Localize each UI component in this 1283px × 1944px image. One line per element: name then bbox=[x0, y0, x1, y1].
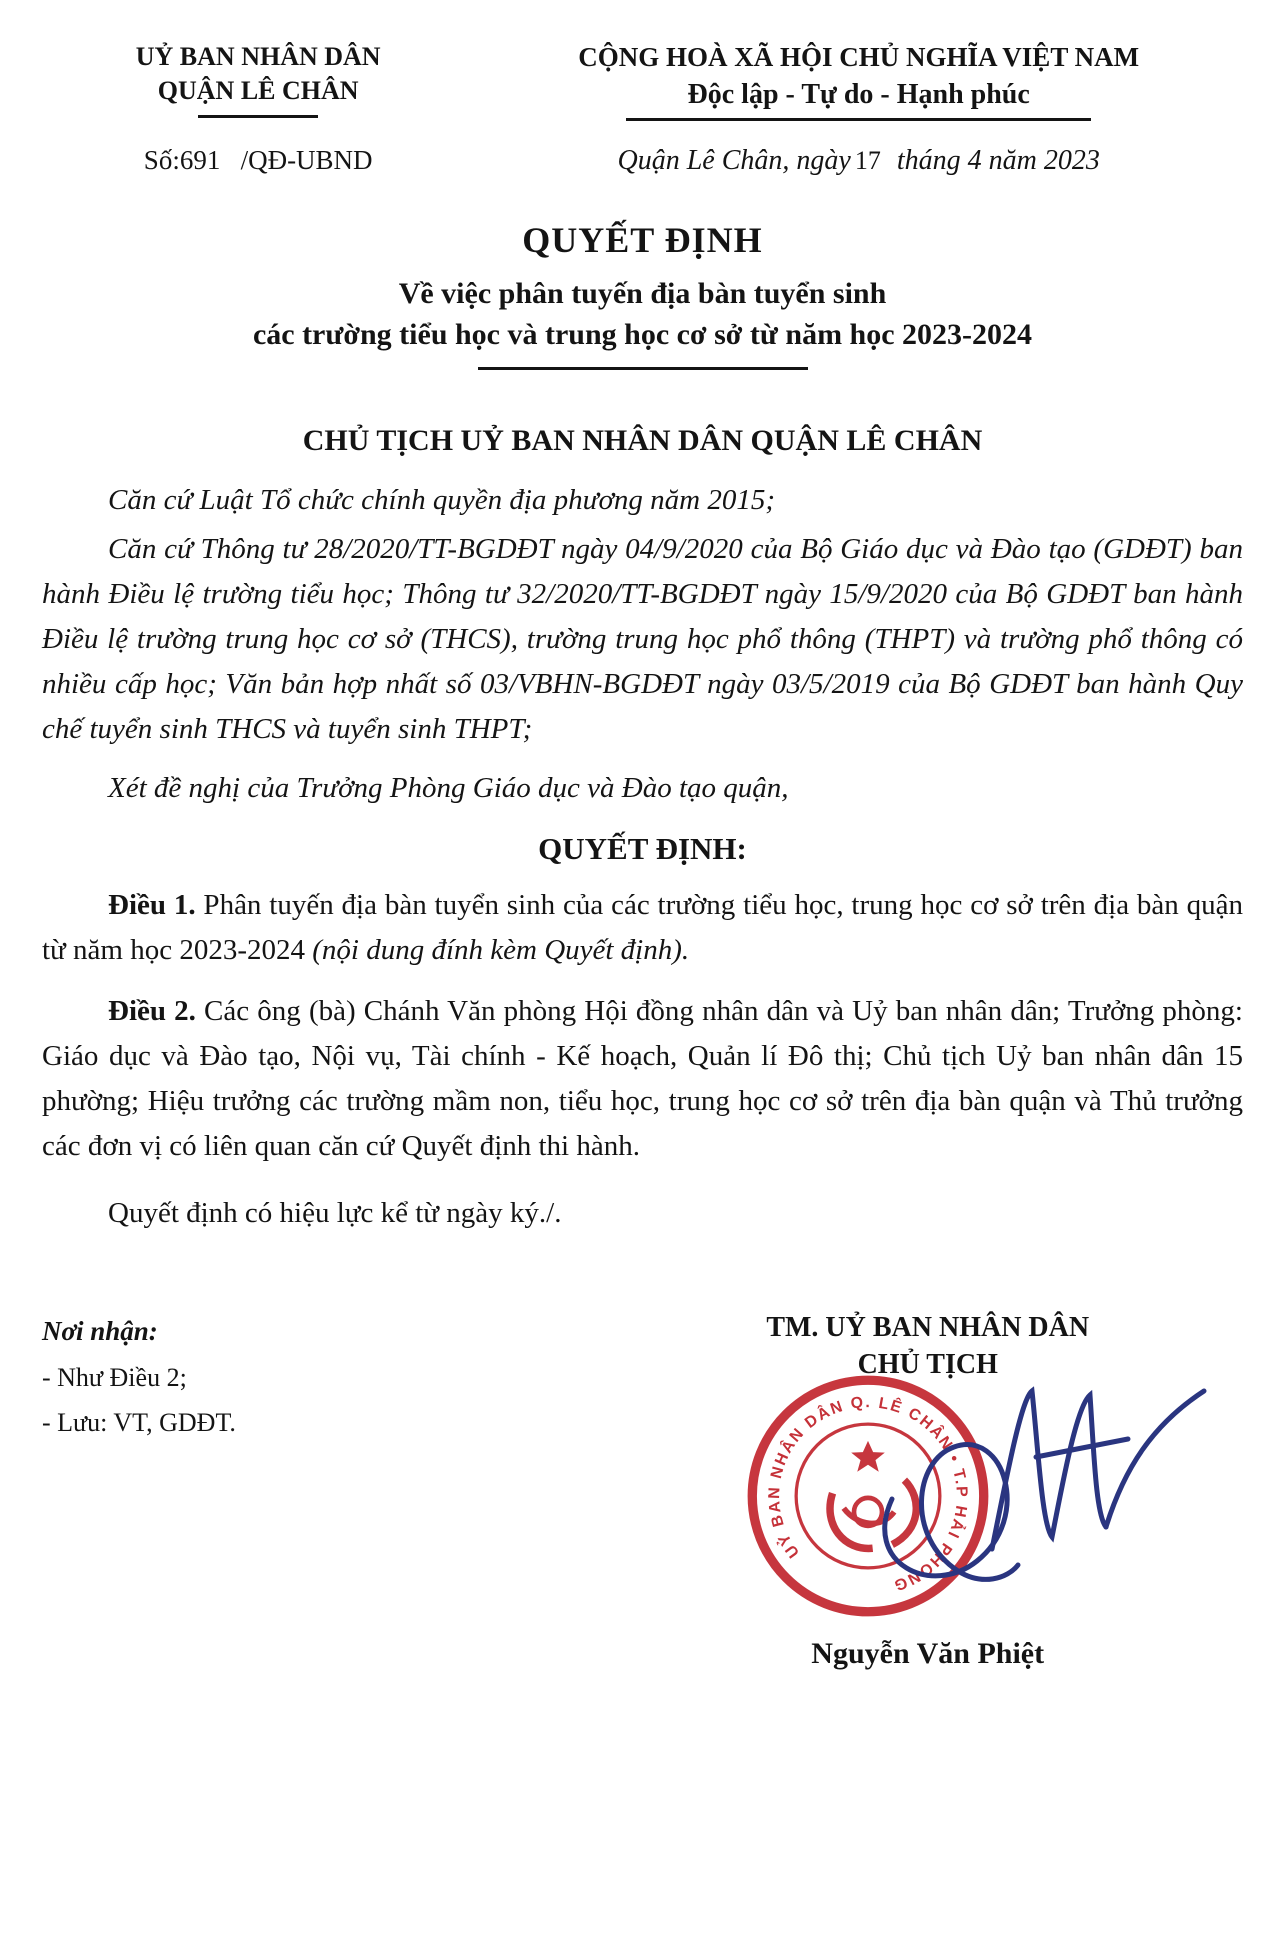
article-2-body: Các ông (bà) Chánh Văn phòng Hội đồng nhân dân và Uỷ ban nhân dân; Trưởng phòng: Giáo dục và Đào tạo, Nội vụ, Tài chính - Kế hoạch, Quản lí Đô thị; Chủ tịch Uỷ ban nhân dân 15 phường; Hiệu trưởng các trường mầm non, tiểu học, trung học cơ sở trên địa bàn quận và Thủ trưởng các đơn vị có liên quan căn cứ Quyết định thi hành. bbox=[42, 994, 1243, 1162]
national-title: CỘNG HOÀ XÃ HỘI CHỦ NGHĨA VIỆT NAM bbox=[578, 42, 1140, 72]
authority-heading: CHỦ TỊCH UỶ BAN NHÂN DÂN QUẬN LÊ CHÂN bbox=[302, 424, 983, 458]
article-1-body: Phân tuyến địa bàn tuyển sinh của các trường tiểu học, trung học cơ sở trên địa bàn quận từ năm học 2023-2024 bbox=[42, 889, 1244, 966]
footer bbox=[42, 1312, 1243, 1671]
stamp-area bbox=[612, 1381, 1243, 1637]
header-left-rule bbox=[198, 115, 318, 118]
header-right-rule bbox=[626, 118, 1091, 121]
preamble-paragraph: Xét đề nghị của Trưởng Phòng Giáo dục và Đào tạo quận, bbox=[108, 772, 789, 805]
signature-block bbox=[582, 1312, 1243, 1671]
date-suffix: tháng 4 năm 2023 bbox=[896, 145, 1100, 177]
national-motto-block bbox=[474, 40, 1243, 121]
date-day: 17 bbox=[854, 146, 881, 176]
article-1-note: (nội dung đính kèm Quyết định). bbox=[312, 933, 690, 966]
signoff-authority-line: TM. UỶ BAN NHÂN DÂN bbox=[766, 1311, 1090, 1343]
decision-heading: QUYẾT ĐỊNH: bbox=[538, 831, 747, 867]
document-header bbox=[42, 40, 1243, 121]
recipients-label: Nơi nhận: bbox=[42, 1315, 158, 1346]
preamble-paragraph: Căn cứ Thông tư 28/2020/TT-BGDĐT ngày 04/9/2020 của Bộ Giáo dục và Đào tạo (GDĐT) ban hành Điều lệ trường tiểu học; Thông tư 32/2020/TT-BGDĐT ngày 15/9/2020 của Bộ GDĐT ban hành Điều lệ trường trung học cơ sở (THCS), trường trung học phổ thông (THPT) và trường phổ thông có nhiều cấp học; Văn bản hợp nhất số 03/VBHN-BGDĐT ngày 03/5/2019 của Bộ GDĐT ban hành Quy chế tuyển sinh THCS và tuyển sinh THPT; bbox=[42, 533, 1243, 746]
signoff-title-line: CHỦ TỊCH bbox=[857, 1348, 998, 1380]
signer-name: Nguyễn Văn Phiệt bbox=[811, 1636, 1045, 1670]
article-1-label: Điều 1. bbox=[108, 889, 196, 922]
document-title: QUYẾT ĐỊNH bbox=[522, 220, 763, 261]
effectiveness-clause: Quyết định có hiệu lực kể từ ngày ký./. bbox=[108, 1196, 562, 1229]
date-prefix: Quận Lê Chân, ngày bbox=[617, 145, 851, 177]
document-number: Số:691 /QĐ-UBND bbox=[143, 145, 373, 176]
document-title-block bbox=[42, 219, 1243, 370]
article-2-label: Điều 2. bbox=[108, 994, 196, 1027]
article-1 bbox=[42, 883, 1243, 973]
signature bbox=[822, 1329, 1222, 1629]
document-subtitle-line2: các trường tiểu học và trung học cơ sở từ năm học 2023-2024 bbox=[252, 318, 1033, 352]
article-2 bbox=[42, 989, 1243, 1169]
recipient-item: - Lưu: VT, GDĐT. bbox=[42, 1408, 236, 1438]
issuing-authority-line1: UỶ BAN NHÂN DÂN bbox=[135, 42, 381, 71]
preamble-paragraph: Căn cứ Luật Tổ chức chính quyền địa phương năm 2015; bbox=[108, 484, 776, 517]
document-meta bbox=[42, 145, 1243, 177]
issuing-authority-block bbox=[42, 40, 474, 121]
recipients-block bbox=[42, 1312, 582, 1671]
seal-ring-text: UỶ BAN NHÂN DÂN Q. LÊ CHÂN • T.P HẢI PHÒNG bbox=[766, 1393, 971, 1594]
title-divider-rule bbox=[478, 367, 808, 370]
recipient-item: - Như Điều 2; bbox=[42, 1362, 187, 1392]
national-motto: Độc lập - Tự do - Hạnh phúc bbox=[687, 79, 1030, 111]
document-subtitle-line1: Về việc phân tuyến địa bàn tuyển sinh bbox=[398, 277, 887, 311]
place-date-line bbox=[474, 145, 1243, 177]
issuing-authority-line2: QUẬN LÊ CHÂN bbox=[157, 75, 359, 105]
